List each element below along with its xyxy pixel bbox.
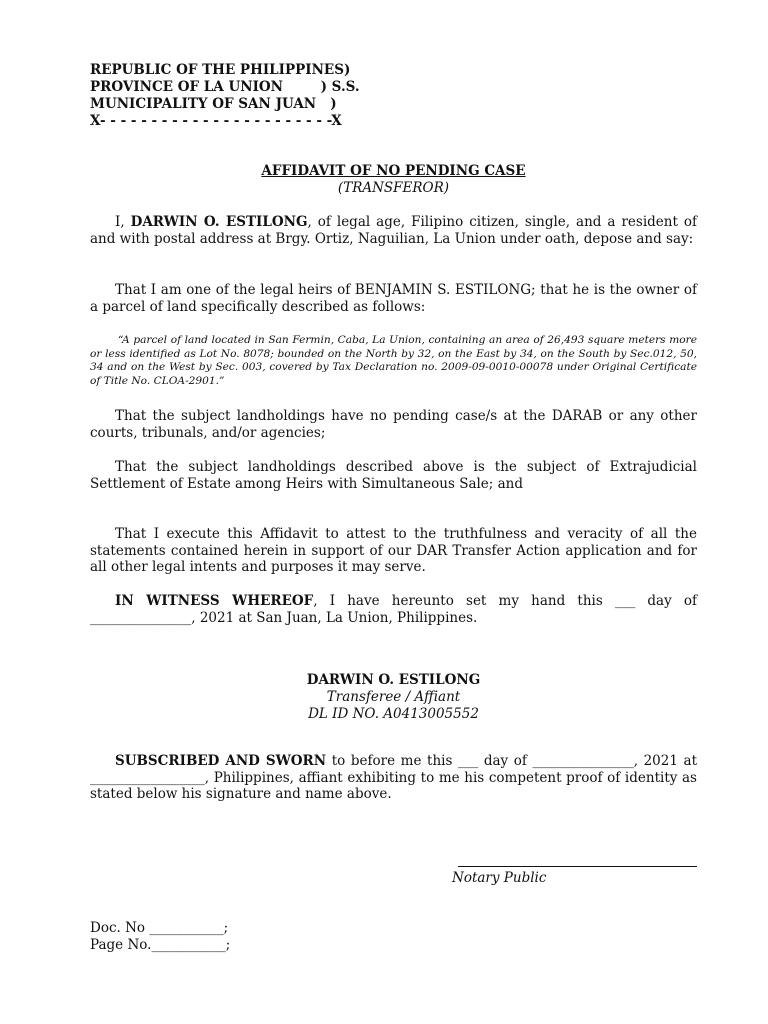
sworn-heading: SUBSCRIBED AND SWORN xyxy=(115,753,327,769)
header-municipality: MUNICIPALITY OF SAN JUAN ) xyxy=(90,96,337,112)
notary-public-label: Notary Public xyxy=(452,870,547,886)
affidavit-page xyxy=(90,0,697,1024)
heir-paragraph xyxy=(90,282,697,315)
header-province: PROVINCE OF LA UNION ) S.S. xyxy=(90,79,360,95)
heir-text: That I am one of the legal heirs of BENJAMIN S. ESTILONG; that he is the owner of a parcel of land specifically described as follows: xyxy=(90,282,697,315)
header-separator: X- - - - - - - - - - - - - - - - - - - - - - -X xyxy=(90,113,342,129)
affiant-name: DARWIN O. ESTILONG xyxy=(130,214,308,230)
intro-prefix: I, xyxy=(115,214,131,230)
intro-paragraph xyxy=(90,214,697,247)
witness-text: , I have hereunto set my hand this ___ day of _______________, 2021 at San Juan, La Union, Philippines. xyxy=(90,593,698,626)
document-subtitle: (TRANSFEROR) xyxy=(337,180,450,196)
land-description-text: “A parcel of land located in San Fermin, Caba, La Union, containing an area of 26,493 square meters more or less identified as Lot No. 8078; bounded on the North by 32, on the East by 34, on the South by Sec.012, 50, 34 and on the West by Sec. 003, covered by Tax Declaration no. 2009-09-0010-00078 under Original Certificate of Title No. CLOA-2901.” xyxy=(90,334,697,387)
notary-signature-line xyxy=(458,866,697,867)
header-republic: REPUBLIC OF THE PHILIPPINES) xyxy=(90,62,351,78)
document-title: AFFIDAVIT OF NO PENDING CASE xyxy=(261,163,526,179)
settlement-text: That the subject landholdings described above is the subject of Extrajudicial Settlement of Estate among Heirs with Simultaneous Sale; and xyxy=(90,459,697,492)
purpose-paragraph xyxy=(90,526,697,576)
signature-role: Transferee / Affiant xyxy=(326,689,461,705)
no-pending-case-text: That the subject landholdings have no pending case/s at the DARAB or any other courts, tribunals, and/or agencies; xyxy=(90,408,697,441)
signature-id: DL ID NO. A0413005552 xyxy=(308,706,479,722)
land-description-quote xyxy=(90,334,697,388)
purpose-text: That I execute this Affidavit to attest to the truthfulness and veracity of all the statements contained herein in support of our DAR Transfer Action application and for all other legal intents and purposes it may serve. xyxy=(90,526,697,575)
sworn-text: to before me this ___ day of _______________, 2021 at _________________, Philippines, affiant exhibiting to me his competent proof of identity as stated below his signature and name above. xyxy=(90,753,697,802)
settlement-paragraph xyxy=(90,459,697,492)
signature-name: DARWIN O. ESTILONG xyxy=(306,672,481,688)
witness-heading: IN WITNESS WHEREOF xyxy=(115,593,314,609)
witness-paragraph xyxy=(90,593,697,626)
doc-number-line: Doc. No ___________; xyxy=(90,920,229,936)
no-pending-case-paragraph xyxy=(90,408,697,441)
page-number-line: Page No.___________; xyxy=(90,937,231,953)
intro-text: , of legal age, Filipino citizen, single, and a resident of and with postal address at Brgy. Ortiz, Naguilian, La Union under oath, depose and say: xyxy=(90,214,697,247)
sworn-paragraph xyxy=(90,753,697,803)
